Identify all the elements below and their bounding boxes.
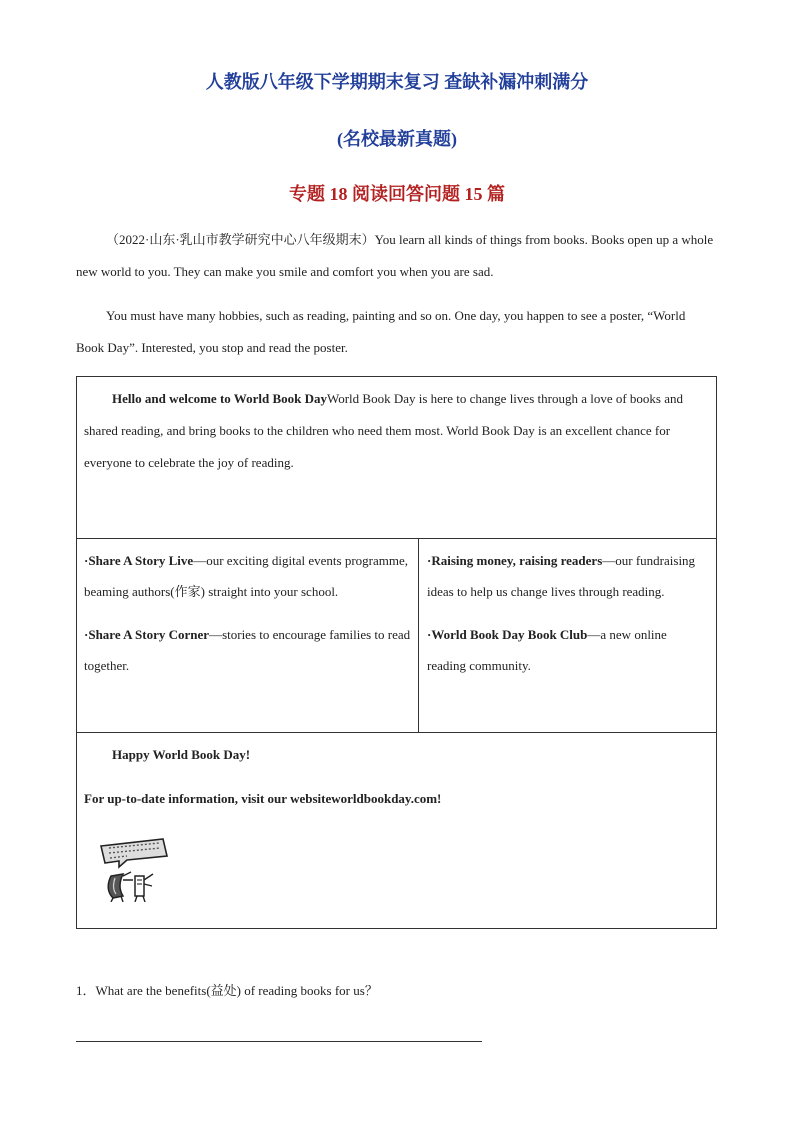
intro-paragraph-2: You must have many hobbies, such as reading, painting and so on. One day, you happen to see a poster, “World Book Day”. Interested, you stop and read the poster. <box>76 308 686 355</box>
topic-heading: 专题 18 阅读回答问题 15 篇 <box>289 184 505 204</box>
poster-item <box>84 545 412 607</box>
poster-item-text: —stories to encourage families to read together. <box>84 627 411 673</box>
poster-item <box>427 545 708 607</box>
poster-welcome-cell <box>77 377 716 539</box>
book-mascot-icon <box>97 836 169 902</box>
document-subtitle: (名校最新真题) <box>337 129 457 149</box>
poster-lead-text: World Book Day is here to change lives through a love of books and shared reading, and bring books to the children who need them most. World Book Day is an excellent chance for everyone to celebrate the joy of reading. <box>84 391 683 470</box>
document-title: 人教版八年级下学期期末复习 查缺补漏冲刺满分 <box>205 72 589 92</box>
poster-item-title: ·World Book Day Book Club <box>427 627 588 642</box>
question-1 <box>76 980 378 1002</box>
poster-item <box>427 619 708 681</box>
poster-left-cell <box>77 539 419 733</box>
question-number: 1． <box>76 983 96 998</box>
poster-item <box>84 619 412 681</box>
poster-happy-line: Happy World Book Day! <box>112 747 251 762</box>
poster-table <box>76 376 717 929</box>
intro-paragraph-1: （2022·山东·乳山市教学研究中心八年级期末）You learn all kinds of things from books. Books open up a whole new world to you. They can make you smile and comfort you when you are sad. <box>76 232 714 279</box>
poster-item-text: —a new online reading community. <box>427 627 667 673</box>
question-text: What are the benefits(益处) of reading books for us？ <box>95 983 378 998</box>
poster-item-text: —our exciting digital events programme, beaming authors(作家) straight into your school. <box>84 553 408 599</box>
answer-line[interactable] <box>76 1041 482 1042</box>
poster-item-title: ·Raising money, raising readers <box>427 553 603 568</box>
poster-right-cell <box>419 539 716 733</box>
poster-item-text: —our fundraising ideas to help us change lives through reading. <box>427 553 696 599</box>
poster-info-line: For up-to-date information, visit our websiteworldbookday.com! <box>84 791 442 806</box>
poster-footer-cell <box>77 733 716 928</box>
poster-item-title: ·Share A Story Live <box>84 553 194 568</box>
poster-lead: Hello and welcome to World Book Day <box>112 391 327 406</box>
poster-item-title: ·Share A Story Corner <box>84 627 210 642</box>
